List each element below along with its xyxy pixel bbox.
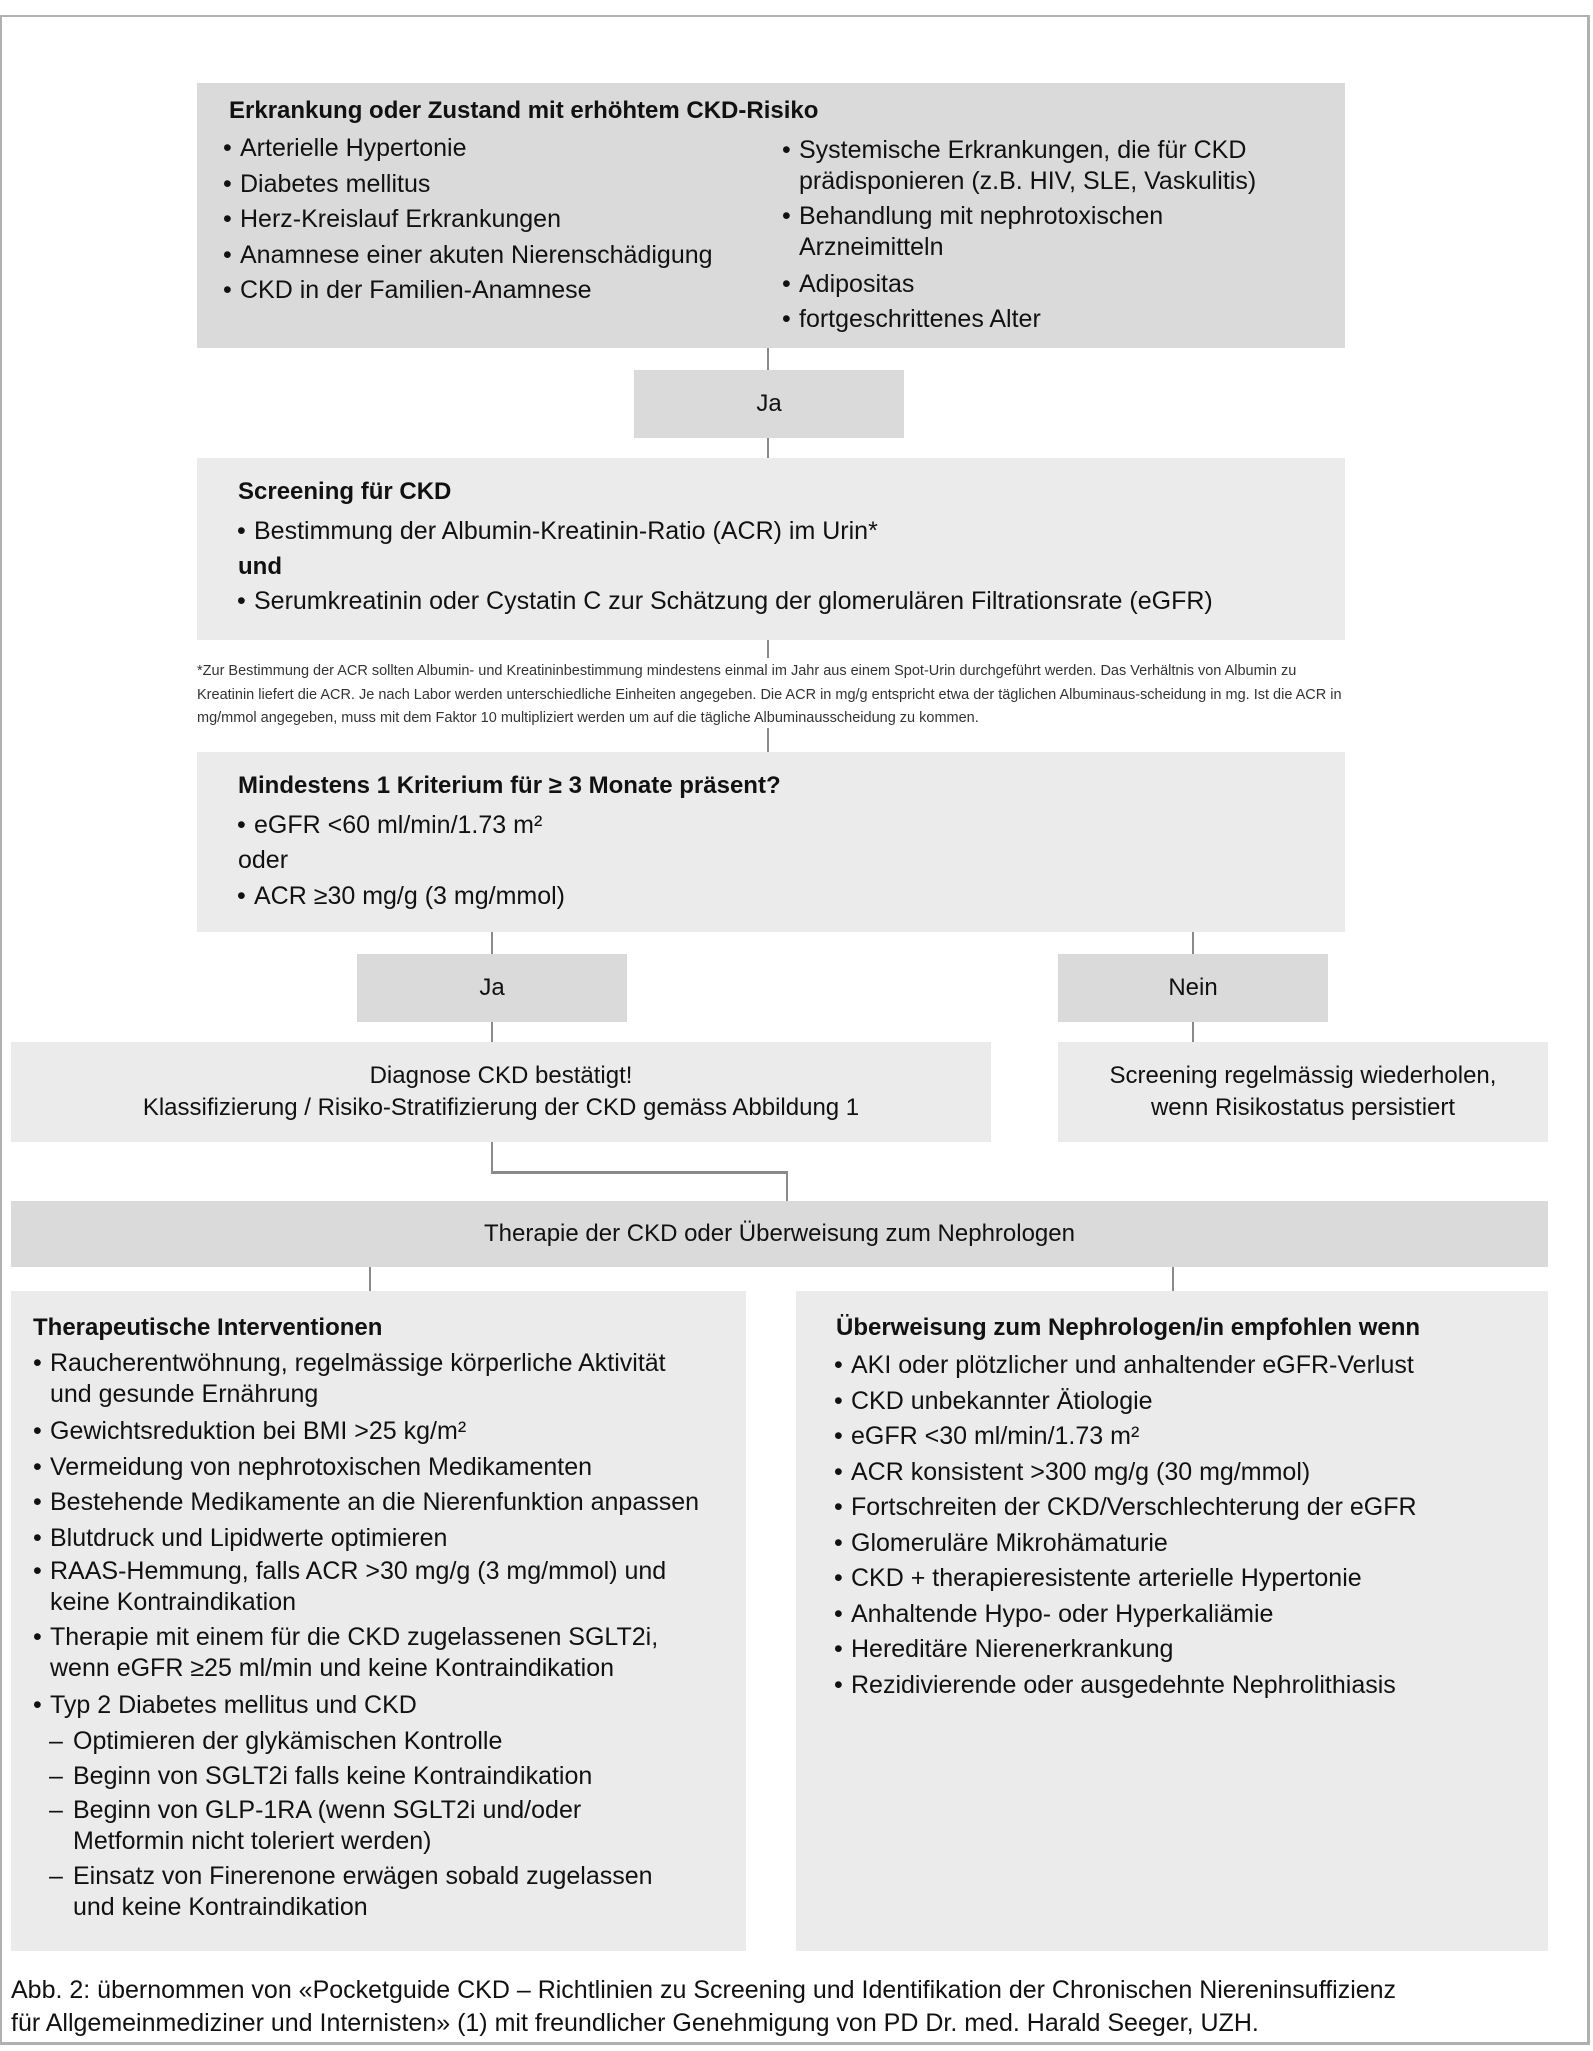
interventions-box <box>11 1291 746 1951</box>
diagnosis-line-2: Klassifizierung / Risiko-Stratifizierung der CKD gemäss Abbildung 1 <box>142 1094 860 1121</box>
risk-factors-title: Erkrankung oder Zustand mit erhöhtem CKD-Risiko <box>229 97 819 124</box>
connector-criteria-to-nein <box>1192 932 1194 954</box>
criteria-list-2 <box>237 879 565 915</box>
sub-list-item: – Beginn von SGLT2i falls keine Kontraindikation <box>33 1759 733 1795</box>
repeat-screening-box <box>1058 1042 1548 1142</box>
list-item: • Adipositas <box>782 267 1282 302</box>
connector-ja-to-screening <box>767 438 769 458</box>
acr-footnote: *Zur Bestimmung der ACR sollten Albumin- und Kreatininbestimmung mindestens einmal im Jahr aus einem Spot-Urin durchgeführt werden. Das Verhältnis von Albumin zu Kreatinin liefert die ACR. Je nach Labor werden unterschiedliche Einheiten angegeben. Die ACR in mg/g entspricht etwa der täglichen Albuminaus-scheidung in mg. Ist die ACR in mg/mmol angegeben, muss mit dem Faktor 10 multipliziert werden um auf die tägliche Albuminausscheidung zu kommen. <box>197 663 1342 726</box>
risk-factors-left-list <box>223 131 753 309</box>
sub-list-item: – Optimieren der glykämischen Kontrolle <box>33 1724 733 1760</box>
diagnosis-confirmed-box <box>11 1042 991 1142</box>
screening-list-1 <box>237 514 878 550</box>
repeat-line-1: Screening regelmässig wiederholen, <box>1109 1062 1497 1089</box>
list-item: • Herz-Kreislauf Erkrankungen <box>223 202 753 238</box>
list-item: • Therapie mit einem für die CKD zugelassenen SGLT2i, wenn eGFR ≥25 ml/min und keine Kontraindikation <box>33 1622 690 1684</box>
referral-box <box>796 1291 1548 1951</box>
risk-factors-right-list <box>782 135 1282 337</box>
list-item: • ACR ≥30 mg/g (3 mg/mmol) <box>237 879 565 915</box>
connector-diagnosis-down <box>491 1142 493 1172</box>
connector-therapy-to-interventions <box>369 1267 371 1291</box>
screening-list-2 <box>237 584 1213 620</box>
list-item: • AKI oder plötzlicher und anhaltender eGFR-Verlust <box>834 1348 1534 1384</box>
therapy-header-label: Therapie der CKD oder Überweisung zum Nephrologen <box>484 1220 1075 1247</box>
criteria-connector-oder: oder <box>238 846 289 874</box>
list-item: • ACR konsistent >300 mg/g (30 mg/mmol) <box>834 1455 1534 1491</box>
decision-yes-box-2 <box>357 954 627 1022</box>
connector-diagnosis-horizontal <box>491 1171 788 1174</box>
therapy-header-box <box>11 1201 1548 1267</box>
sub-list-item: – Beginn von GLP-1RA (wenn SGLT2i und/oder Metformin nicht toleriert werden) <box>33 1795 633 1857</box>
connector-therapy-to-referral <box>1172 1267 1174 1291</box>
connector-to-therapy <box>786 1171 788 1201</box>
connector-risk-to-ja <box>767 348 769 370</box>
repeat-line-2: wenn Risikostatus persistiert <box>1150 1094 1456 1121</box>
decision-yes-label: Ja <box>479 974 505 1001</box>
list-item: • Behandlung mit nephrotoxischen Arzneimitteln <box>782 201 1189 263</box>
criteria-title: Mindestens 1 Kriterium für ≥ 3 Monate präsent? <box>238 772 781 799</box>
list-item: • Anhaltende Hypo- oder Hyperkaliämie <box>834 1597 1534 1633</box>
screening-box <box>197 458 1345 640</box>
interventions-list <box>33 1348 733 1923</box>
list-item: • Fortschreiten der CKD/Verschlechterung der eGFR <box>834 1490 1534 1526</box>
criteria-list-1 <box>237 808 542 844</box>
interventions-title: Therapeutische Interventionen <box>33 1314 383 1341</box>
connector-criteria-to-ja <box>491 932 493 954</box>
list-item: • Systemische Erkrankungen, die für CKD prädisponieren (z.B. HIV, SLE, Vaskulitis) <box>782 135 1282 197</box>
list-item: • Serumkreatinin oder Cystatin C zur Schätzung der glomerulären Filtrationsrate (eGFR) <box>237 584 1213 620</box>
list-item: • RAAS-Hemmung, falls ACR >30 mg/g (3 mg/mmol) und keine Kontraindikation <box>33 1556 690 1618</box>
list-item: • Bestehende Medikamente an die Nierenfunktion anpassen <box>33 1485 733 1521</box>
list-item: • Rezidivierende oder ausgedehnte Nephrolithiasis <box>834 1668 1534 1704</box>
list-item: • eGFR <60 ml/min/1.73 m² <box>237 808 542 844</box>
referral-list <box>834 1348 1534 1703</box>
decision-yes-label: Ja <box>756 390 782 417</box>
list-item: • CKD + therapieresistente arterielle Hypertonie <box>834 1561 1534 1597</box>
sub-list-item: – Einsatz von Finerenone erwägen sobald zugelassen und keine Kontraindikation <box>33 1861 693 1923</box>
list-item: • Typ 2 Diabetes mellitus und CKD <box>33 1688 733 1724</box>
connector-footnote-to-criteria <box>767 728 769 752</box>
decision-no-label: Nein <box>1168 974 1218 1001</box>
criteria-box <box>197 752 1345 932</box>
list-item: • Vermeidung von nephrotoxischen Medikamenten <box>33 1450 733 1486</box>
list-item: • Blutdruck und Lipidwerte optimieren <box>33 1521 733 1557</box>
connector-screening-to-footnote <box>767 640 769 658</box>
list-item: • Hereditäre Nierenerkrankung <box>834 1632 1534 1668</box>
caption-line-2: für Allgemeinmediziner und Internisten» (1) mit freundlicher Genehmigung von PD Dr. med. Harald Seeger, UZH. <box>11 2009 1259 2037</box>
list-item: • Anamnese einer akuten Nierenschädigung <box>223 238 753 274</box>
list-item: • Bestimmung der Albumin-Kreatinin-Ratio (ACR) im Urin* <box>237 514 878 550</box>
screening-connector-und: und <box>238 553 282 580</box>
list-item: • Raucherentwöhnung, regelmässige körperliche Aktivität und gesunde Ernährung <box>33 1348 700 1410</box>
list-item: • CKD in der Familien-Anamnese <box>223 273 753 309</box>
list-item: • fortgeschrittenes Alter <box>782 302 1282 337</box>
list-item: • Gewichtsreduktion bei BMI >25 kg/m² <box>33 1414 733 1450</box>
diagnosis-line-1: Diagnose CKD bestätigt! <box>369 1062 633 1089</box>
decision-no-box <box>1058 954 1328 1022</box>
list-item: • eGFR <30 ml/min/1.73 m² <box>834 1419 1534 1455</box>
list-item: • Diabetes mellitus <box>223 167 753 203</box>
figure-caption <box>11 1974 1571 2040</box>
caption-line-1: Abb. 2: übernommen von «Pocketguide CKD – Richtlinien zu Screening und Identifikation der Chronischen Niereninsuffizienz <box>11 1976 1397 2004</box>
decision-yes-box-1 <box>634 370 904 438</box>
list-item: • CKD unbekannter Ätiologie <box>834 1384 1534 1420</box>
risk-factors-box <box>197 83 1345 348</box>
screening-title: Screening für CKD <box>238 478 452 505</box>
list-item: • Arterielle Hypertonie <box>223 131 753 167</box>
referral-title: Überweisung zum Nephrologen/in empfohlen wenn <box>836 1314 1421 1341</box>
list-item: • Glomeruläre Mikrohämaturie <box>834 1526 1534 1562</box>
